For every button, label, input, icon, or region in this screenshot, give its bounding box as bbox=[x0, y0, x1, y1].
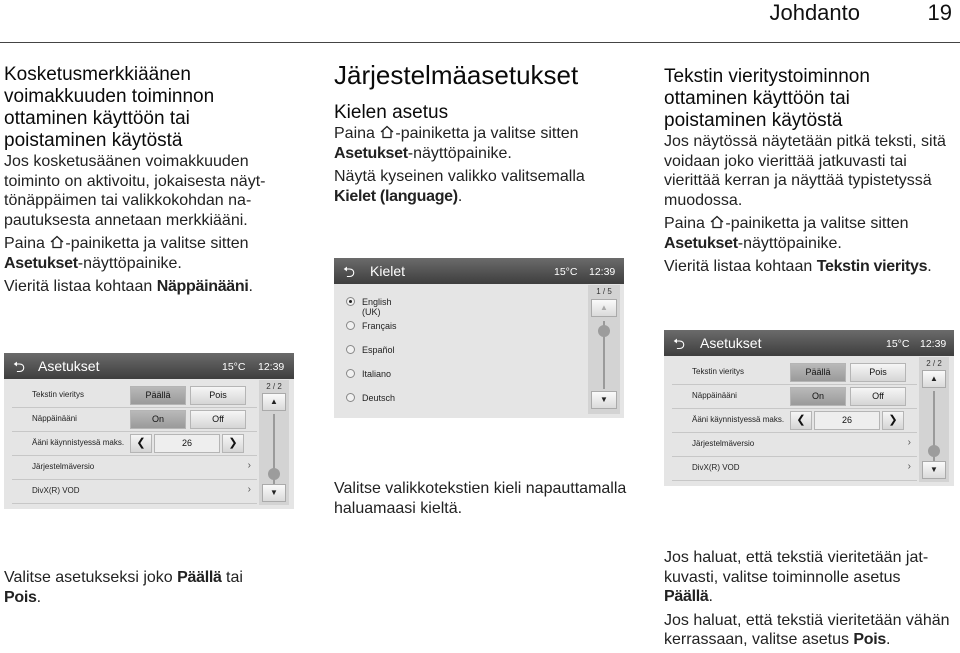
settings-title: Asetukset bbox=[700, 335, 762, 351]
col2-paragraph-2 bbox=[334, 167, 634, 206]
scroll-down-button[interactable]: ▼ bbox=[262, 484, 286, 502]
header-divider bbox=[0, 42, 960, 43]
volume-increase-button[interactable]: ❯ bbox=[882, 411, 904, 430]
col1-paragraph-3 bbox=[4, 277, 294, 297]
setting-row-divx[interactable] bbox=[12, 480, 257, 504]
column-1 bbox=[4, 64, 294, 297]
languages-topbar bbox=[334, 258, 624, 284]
setting-row-touch-sound bbox=[672, 385, 917, 409]
scroll-down-button[interactable]: ▼ bbox=[922, 461, 946, 479]
text-scroll-off-button[interactable]: Pois bbox=[850, 363, 906, 382]
startup-volume-label: Ääni käynnistyessä maks. bbox=[32, 438, 125, 447]
caption2-end: . bbox=[886, 631, 891, 648]
settings-scrollbar[interactable] bbox=[919, 357, 949, 482]
section-title: Johdanto bbox=[769, 0, 860, 25]
setting-row-system-version[interactable] bbox=[672, 433, 917, 457]
page-number: 19 bbox=[927, 0, 952, 25]
scroll-thumb[interactable] bbox=[268, 468, 280, 480]
radio-selected bbox=[346, 297, 355, 306]
settings-topbar bbox=[4, 353, 294, 379]
language-label: Deutsch bbox=[362, 393, 396, 403]
caption2-bold: Pois bbox=[853, 631, 887, 648]
scroll-thumb[interactable] bbox=[928, 445, 940, 457]
chevron-right-icon: › bbox=[247, 484, 251, 495]
text-scroll-on-button[interactable]: Päällä bbox=[130, 386, 186, 405]
home-icon bbox=[709, 215, 725, 229]
settings-title: Asetukset bbox=[38, 358, 100, 374]
col3-paragraph-1: Jos näytössä näytetään pitkä teksti, sitä voidaan joko vierittää jatkuvasti tai vierittää kerran ja näyttää typistetyssä muodossa. bbox=[664, 133, 946, 209]
back-icon[interactable]: ⮌ bbox=[13, 359, 26, 376]
clock: 12:39 bbox=[589, 266, 616, 278]
system-version-label: Järjestelmäversio bbox=[692, 439, 755, 448]
setting-row-text-scroll bbox=[12, 384, 257, 408]
caption-mid: tai bbox=[221, 569, 243, 586]
text-scroll-off-button[interactable]: Pois bbox=[190, 386, 246, 405]
col2-p2-bold: Kielet (language) bbox=[334, 187, 458, 205]
radio bbox=[346, 393, 355, 402]
startup-volume-label: Ääni käynnistyessä maks. bbox=[692, 415, 785, 424]
col2-paragraph-1 bbox=[334, 124, 634, 163]
text-scroll-label: Tekstin vieritys bbox=[32, 390, 85, 399]
language-label: Español bbox=[362, 345, 395, 355]
scroll-down-button[interactable]: ▼ bbox=[591, 391, 617, 409]
home-icon bbox=[49, 235, 65, 249]
radio bbox=[346, 321, 355, 330]
touch-sound-off-button[interactable]: Off bbox=[190, 410, 246, 429]
col2-p1-bold: Asetukset bbox=[334, 144, 408, 162]
col1-p3-bold: Näppäinääni bbox=[156, 278, 249, 295]
setting-row-divx[interactable] bbox=[672, 457, 917, 481]
caption1-end: . bbox=[708, 588, 713, 605]
scroll-up-button[interactable]: ▲ bbox=[591, 299, 617, 317]
caption-bold-1: Päällä bbox=[177, 569, 222, 586]
home-icon bbox=[379, 125, 395, 139]
col2-p1-post: -painiketta ja valitse sitten bbox=[395, 125, 579, 142]
column-2 bbox=[334, 60, 634, 206]
col1-paragraph-2 bbox=[4, 234, 294, 273]
col3-p2-pre: Paina bbox=[664, 215, 710, 232]
text-scroll-on-button[interactable]: Päällä bbox=[790, 363, 846, 382]
temperature: 15°C bbox=[886, 338, 910, 350]
caption-pre: Valitse asetukseksi joko bbox=[4, 569, 178, 586]
volume-decrease-button[interactable]: ❮ bbox=[790, 411, 812, 430]
caption1-bold: Päällä bbox=[664, 588, 709, 605]
caption1-pre: Jos haluat, että tekstiä vieritetään jatkuvasti, valitse toiminnolle asetus bbox=[664, 549, 929, 586]
col2-p2-end: . bbox=[457, 187, 463, 205]
volume-decrease-button[interactable]: ❮ bbox=[130, 434, 152, 453]
languages-scrollbar[interactable] bbox=[588, 285, 620, 414]
setting-row-system-version[interactable] bbox=[12, 456, 257, 480]
system-version-label: Järjestelmäversio bbox=[32, 462, 95, 471]
column-3 bbox=[664, 66, 956, 277]
divx-label: DivX(R) VOD bbox=[692, 463, 740, 472]
touch-sound-on-button[interactable]: On bbox=[130, 410, 186, 429]
col2-caption-text: Valitse valikkotekstien kieli napauttamalla haluamaasi kieltä. bbox=[334, 480, 627, 517]
col3-p2-end: -näyttöpainike. bbox=[737, 234, 842, 252]
col1-p2-post: -painiketta ja valitse sitten bbox=[65, 235, 249, 252]
col1-paragraph-1: Jos kosketusäänen voimakkuuden toiminto on aktivoitu, jokaisesta näyttönäppäimen tai valikkokohdan napautuksesta annetaan merkkiääni. bbox=[4, 153, 266, 229]
temperature: 15°C bbox=[554, 266, 578, 278]
radio bbox=[346, 345, 355, 354]
clock: 12:39 bbox=[920, 338, 947, 350]
touch-sound-off-button[interactable]: Off bbox=[850, 387, 906, 406]
col2-p2-text: Näytä kyseinen valikko valitsemalla bbox=[334, 168, 585, 185]
col3-p2-bold: Asetukset bbox=[664, 234, 738, 252]
volume-increase-button[interactable]: ❯ bbox=[222, 434, 244, 453]
language-label: English (UK) bbox=[362, 297, 392, 317]
col3-p2-post: -painiketta ja valitse sitten bbox=[725, 215, 909, 232]
col2-caption bbox=[334, 479, 634, 518]
touch-sound-on-button[interactable]: On bbox=[790, 387, 846, 406]
page-indicator: 2 / 2 bbox=[266, 382, 282, 391]
volume-value: 26 bbox=[154, 434, 220, 453]
col3-caption-2 bbox=[664, 611, 956, 650]
col1-caption-text bbox=[4, 568, 294, 607]
settings-topbar bbox=[664, 330, 954, 356]
language-label: Italiano bbox=[362, 369, 392, 379]
col1-heading: Kosketusmerkkiäänen voimakkuuden toiminnon ottaminen käyttöön tai poistaminen käytöstä bbox=[4, 64, 215, 151]
col1-p2-bold: Asetukset bbox=[4, 254, 78, 272]
col2-p1-end: -näyttöpainike. bbox=[407, 144, 512, 162]
caption-bold-2: Pois bbox=[4, 588, 37, 606]
caption-end: . bbox=[36, 588, 42, 606]
col2-subheading: Kielen asetus bbox=[334, 102, 449, 123]
languages-title: Kielet bbox=[370, 263, 406, 279]
setting-row-startup-volume bbox=[12, 432, 257, 456]
col3-heading: Tekstin vieritystoiminnon ottaminen käyttöön tai poistaminen käytöstä bbox=[664, 66, 870, 131]
col1-p2-end: -näyttöpainike. bbox=[77, 254, 182, 272]
scroll-up-button[interactable]: ▲ bbox=[262, 393, 286, 411]
setting-row-startup-volume bbox=[672, 409, 917, 433]
col1-p2-pre: Paina bbox=[4, 235, 50, 252]
col3-paragraph-3 bbox=[664, 257, 956, 277]
col3-captions bbox=[664, 548, 956, 650]
col1-caption bbox=[4, 568, 294, 607]
clock: 12:39 bbox=[258, 361, 285, 373]
col2-p1-pre: Paina bbox=[334, 125, 380, 142]
volume-value: 26 bbox=[814, 411, 880, 430]
col2-heading: Järjestelmäasetukset bbox=[334, 60, 579, 90]
setting-row-touch-sound bbox=[12, 408, 257, 432]
page-indicator: 1 / 5 bbox=[596, 287, 612, 296]
scroll-up-button[interactable]: ▲ bbox=[922, 370, 946, 388]
chevron-right-icon: › bbox=[247, 460, 251, 471]
col3-p3-bold: Tekstin vieritys bbox=[816, 258, 928, 275]
chevron-right-icon: › bbox=[907, 461, 911, 472]
col3-p3-end: . bbox=[927, 258, 932, 275]
radio bbox=[346, 369, 355, 378]
touch-sound-label: Näppäinääni bbox=[692, 391, 737, 400]
col3-p3-pre: Vieritä listaa kohtaan bbox=[664, 258, 817, 275]
text-scroll-label: Tekstin vieritys bbox=[692, 367, 745, 376]
chevron-right-icon: › bbox=[907, 437, 911, 448]
settings-screenshot bbox=[4, 353, 294, 509]
temperature: 15°C bbox=[222, 361, 246, 373]
divx-label: DivX(R) VOD bbox=[32, 486, 80, 495]
language-label: Français bbox=[362, 321, 397, 331]
languages-screenshot bbox=[334, 258, 624, 418]
settings-scrollbar[interactable] bbox=[259, 380, 289, 505]
text-scroll-screenshot bbox=[664, 330, 954, 486]
touch-sound-label: Näppäinääni bbox=[32, 414, 77, 423]
scroll-thumb[interactable] bbox=[598, 325, 610, 337]
col1-p3-end: . bbox=[248, 278, 253, 295]
caption2-pre: Jos haluat, että tekstiä vieritetään vähän kerrassaan, valitse asetus bbox=[664, 611, 950, 648]
setting-row-text-scroll bbox=[672, 361, 917, 385]
page-indicator: 2 / 2 bbox=[926, 359, 942, 368]
col1-p3-pre: Vieritä listaa kohtaan bbox=[4, 278, 157, 295]
col3-caption-1 bbox=[664, 548, 956, 607]
col3-paragraph-2 bbox=[664, 214, 956, 253]
back-icon[interactable]: ⮌ bbox=[673, 336, 686, 353]
back-icon[interactable]: ⮌ bbox=[343, 264, 356, 281]
